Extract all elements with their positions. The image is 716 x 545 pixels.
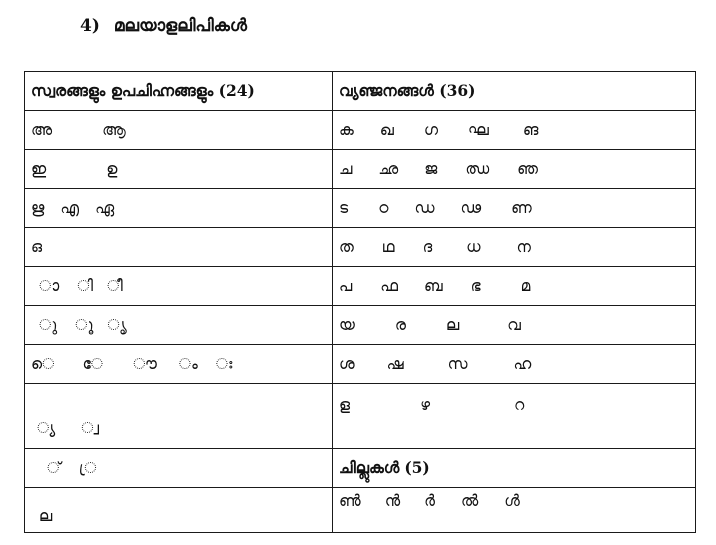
table-row: [25, 384, 696, 449]
consonant-glyph: ഡ: [414, 198, 435, 217]
chillu-cell: [333, 488, 696, 533]
vowel-sign-glyph: െ: [31, 354, 55, 373]
vowel-sign-glyph: ു: [39, 315, 58, 334]
vowel-glyph: ഒ: [31, 237, 43, 256]
consonant-glyph: ഞ: [517, 159, 538, 178]
consonant-glyph: ര: [394, 315, 406, 334]
consonant-glyph: ക: [339, 120, 354, 139]
vowel-sign-glyph: ൃ: [107, 315, 127, 334]
consonant-glyph: ഖ: [379, 120, 394, 139]
chillu-header-cell: [333, 449, 696, 488]
conjunct-sign-glyph: ്വ: [81, 419, 100, 437]
consonant-glyph: ത: [339, 237, 354, 256]
consonant-glyph: സ: [447, 354, 468, 373]
consonant-cell: [333, 306, 696, 345]
vowel-glyph: അ: [31, 120, 53, 139]
consonant-cell: [333, 189, 696, 228]
consonant-glyph: ഝ: [465, 159, 490, 178]
consonant-glyph: പ: [339, 276, 353, 295]
vowel-sign-glyph: ീ: [107, 276, 123, 295]
vowel-cell: [25, 306, 333, 345]
table-row: [25, 189, 696, 228]
consonant-glyph: ഢ: [460, 198, 482, 217]
consonant-glyph: മ: [520, 276, 531, 295]
vowel-sign-glyph: ി: [77, 276, 94, 295]
consonant-cell: [333, 111, 696, 150]
chillu-count: (5): [404, 458, 430, 477]
vowel-glyph: ഏ: [95, 198, 115, 217]
consonant-glyph: ഛ: [378, 159, 399, 178]
vowel-glyph: ആ: [102, 120, 126, 139]
consonant-glyph: ഴ: [420, 396, 431, 414]
consonant-cell: [333, 267, 696, 306]
table-row: [25, 449, 696, 488]
vowel-cell: [25, 449, 333, 488]
consonant-glyph: യ: [339, 315, 355, 334]
consonant-cell: [333, 345, 696, 384]
vowel-cell: [25, 189, 333, 228]
vowel-glyph: ഉ: [106, 159, 118, 178]
consonant-glyph: ഷ: [386, 354, 404, 373]
vowel-sign-glyph: േ: [82, 354, 104, 373]
consonant-glyph: ഥ: [381, 237, 395, 256]
chillu-glyph: ൽ: [460, 492, 479, 510]
consonant-glyph: ഭ: [470, 276, 481, 295]
vowel-glyph: ഇ: [31, 159, 47, 178]
vowel-sign-glyph: ഃ: [215, 354, 233, 373]
vowel-cell: [25, 345, 333, 384]
consonant-glyph: ങ: [522, 120, 539, 139]
consonant-glyph: ട: [339, 198, 349, 217]
table-row: [25, 306, 696, 345]
chillu-glyph: ൺ: [339, 492, 361, 510]
consonants-header: [333, 72, 696, 111]
vowels-header: [25, 72, 333, 111]
vowel-cell: [25, 267, 333, 306]
consonant-glyph: ശ: [339, 354, 355, 373]
consonants-header-label: വ്യഞ്ജനങ്ങൾ: [339, 82, 434, 100]
vowel-sign-glyph: ാ: [39, 276, 60, 295]
consonant-glyph: ഫ: [380, 276, 398, 295]
consonant-cell: [333, 228, 696, 267]
virama-glyph: ്: [47, 458, 61, 477]
consonant-glyph: ല: [445, 315, 460, 334]
table-row: [25, 228, 696, 267]
vowel-cell: [25, 228, 333, 267]
conjunct-sign-glyph: ്ര: [78, 458, 97, 477]
section-title: മലയാളലിപികൾ: [113, 16, 247, 36]
vowels-count: (24): [218, 81, 255, 100]
chillu-glyph: ർ: [424, 492, 435, 510]
vowel-sign-glyph: ൂ: [75, 315, 94, 334]
consonant-glyph: ഹ: [513, 354, 532, 373]
conjunct-glyph: ല: [39, 507, 53, 525]
vowel-sign-glyph: ൗ: [133, 354, 157, 373]
table-row: [25, 150, 696, 189]
consonants-count: (36): [439, 81, 476, 100]
vowel-glyph: ഋ: [31, 198, 45, 217]
consonant-glyph: ള: [339, 396, 351, 414]
table-header-row: [25, 72, 696, 111]
consonant-cell: [333, 384, 696, 449]
conjunct-sign-glyph: ്യ: [37, 419, 56, 437]
vowel-cell: [25, 384, 333, 449]
consonant-cell: [333, 150, 696, 189]
vowels-header-label: സ്വരങ്ങളും ഉപചിഹ്നങ്ങളും: [31, 82, 214, 100]
table-row: [25, 488, 696, 533]
consonant-glyph: റ: [514, 396, 525, 414]
vowel-cell: [25, 150, 333, 189]
chillu-glyph: ൾ: [504, 492, 520, 510]
vowel-sign-glyph: ം: [178, 354, 198, 373]
section-heading: [80, 16, 247, 36]
vowel-cell: [25, 111, 333, 150]
consonant-glyph: ഘ: [468, 120, 489, 139]
consonant-glyph: ജ: [424, 159, 438, 178]
table-row: [25, 111, 696, 150]
malayalam-script-table: [24, 71, 696, 533]
vowel-glyph: എ: [60, 198, 80, 217]
consonant-glyph: ണ: [511, 198, 532, 217]
consonant-glyph: വ: [507, 315, 521, 334]
section-number: 4): [80, 16, 100, 36]
table-row: [25, 267, 696, 306]
consonant-glyph: ഠ: [378, 198, 389, 217]
chillu-header-label: ചില്ലുകൾ: [339, 459, 400, 477]
consonant-glyph: ധ: [466, 237, 481, 256]
table-row: [25, 345, 696, 384]
chillu-glyph: ൻ: [384, 492, 401, 510]
vowel-cell: [25, 488, 333, 533]
consonant-glyph: ച: [339, 159, 353, 178]
consonant-glyph: ന: [516, 237, 531, 256]
consonant-glyph: ദ: [422, 237, 433, 256]
consonant-glyph: ബ: [423, 276, 443, 295]
consonant-glyph: ഗ: [423, 120, 439, 139]
